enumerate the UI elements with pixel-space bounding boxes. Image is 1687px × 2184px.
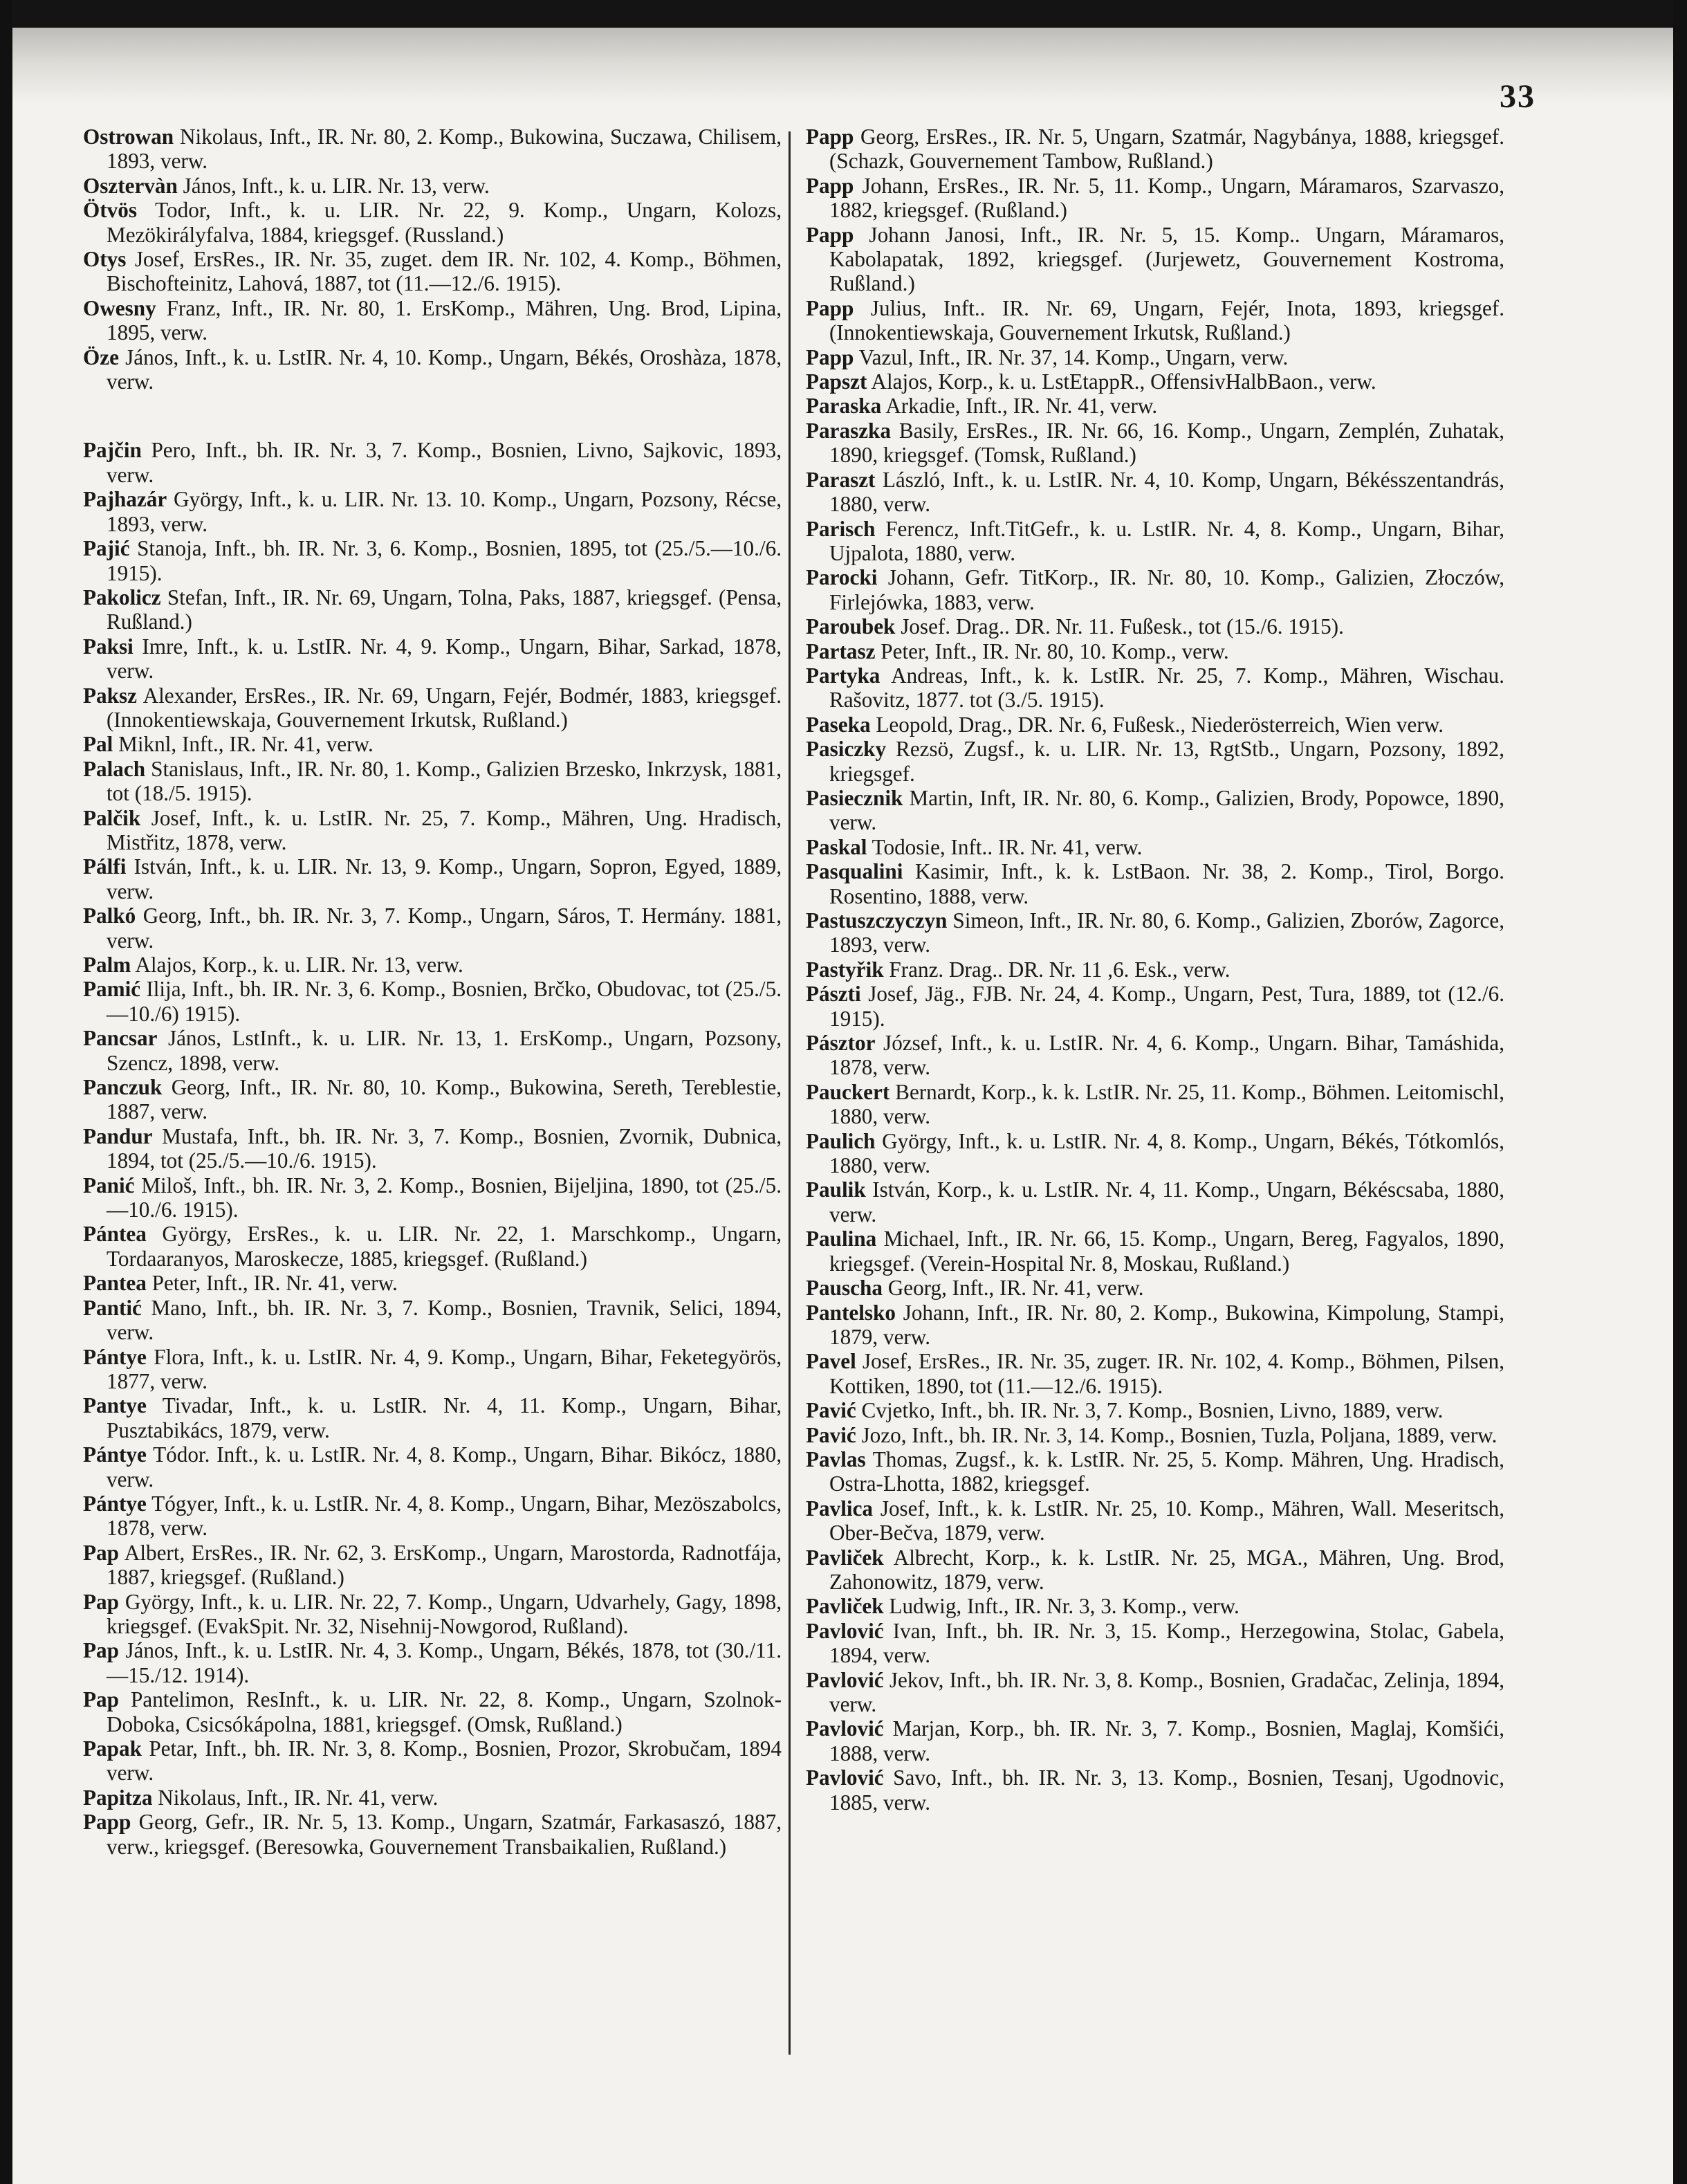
casualty-entry: [83, 1810, 782, 1859]
entry-surname: Otys: [83, 247, 127, 272]
casualty-entry: [83, 757, 782, 806]
entry-details: Alajos, Korp., k. u. LIR. Nr. 13, verw.: [131, 953, 463, 977]
entry-details: Pantelimon, ResInft., k. u. LIR. Nr. 22, 8. Komp., Ungarn, Szolnok-Doboka, Csicsókápolna, 1881, kriegsgef. (Omsk, Rußland.): [107, 1687, 782, 1736]
casualty-entry: [806, 394, 1504, 418]
entry-surname: Pasqualini: [806, 859, 903, 884]
entry-details: Jozo, Inft., bh. IR. Nr. 3, 14. Komp., Bosnien, Tuzla, Poljana, 1889, verw.: [856, 1422, 1497, 1447]
entry-surname: Pajčin: [83, 438, 142, 463]
casualty-entry: [83, 1442, 782, 1492]
casualty-entry: [806, 1301, 1504, 1350]
entry-surname: Papp: [806, 345, 854, 369]
entry-surname: Pal: [83, 732, 113, 757]
casualty-entry: [806, 419, 1504, 468]
casualty-entry: [83, 585, 782, 634]
entry-surname: Pasiczky: [806, 737, 887, 762]
entry-surname: Paulina: [806, 1227, 877, 1251]
entry-surname: Pántye: [83, 1442, 147, 1467]
entry-surname: Pap: [83, 1589, 119, 1614]
casualty-entry: [83, 1222, 782, 1271]
entry-details: Nikolaus, Inft., IR. Nr. 80, 2. Komp., Bukowina, Suczawa, Chilisem, 1893, verw.: [107, 125, 782, 174]
entry-details: János, LstInft., k. u. LIR. Nr. 13, 1. ErsKomp., Ungarn, Pozsony, Szencz, 1898, verw.: [107, 1026, 782, 1075]
casualty-entry: [83, 198, 782, 247]
entry-surname: Pap: [83, 1540, 119, 1565]
casualty-entry: [806, 1594, 1504, 1618]
entry-surname: Paraszt: [806, 467, 876, 492]
entry-details: Cvjetko, Inft., bh. IR. Nr. 3, 7. Komp., Bosnien, Livno, 1889, verw.: [856, 1398, 1444, 1423]
entry-surname: Paksz: [83, 683, 137, 708]
entry-details: Johann, Gefr. TitKorp., IR. Nr. 80, 10. Komp., Galizien, Złoczów, Firlejówka, 1883, verw.: [829, 565, 1504, 614]
page-number: 33: [1500, 78, 1536, 115]
entry-details: Thomas, Zugsf., k. k. LstIR. Nr. 25, 5. Komp. Mähren, Ung. Hradisch, Ostra-Lhotta, 1882, kriegsgef.: [829, 1447, 1504, 1496]
casualty-entry: [83, 1541, 782, 1590]
entry-surname: Pantye: [83, 1393, 147, 1418]
entry-details: Johann Janosi, Inft., IR. Nr. 5, 15. Komp.. Ungarn, Máramaros, Kabolapatak, 1892, kriegsgef. (Jurjewetz, Gouvernement Kostroma, Rußland.): [829, 222, 1504, 296]
entry-details: Johann, Inft., IR. Nr. 80, 2. Komp., Bukowina, Kimpolung, Stampi, 1879, verw.: [829, 1300, 1504, 1349]
entry-surname: Pastyřik: [806, 957, 884, 982]
entry-surname: Pásztor: [806, 1031, 876, 1056]
entry-details: György, Inft., k. u. LstIR. Nr. 4, 8. Komp., Ungarn, Békés, Tótkomlós, 1880, verw.: [829, 1128, 1504, 1178]
entry-details: Ludwig, Inft., IR. Nr. 3, 3. Komp., verw.: [883, 1594, 1239, 1619]
entry-surname: Paseka: [806, 712, 871, 737]
scan-header-shadow: [12, 28, 1673, 104]
left-column: [83, 125, 782, 1859]
casualty-entry: [806, 1031, 1504, 1080]
casualty-entry: [806, 565, 1504, 614]
entry-details: Kasimir, Inft., k. k. LstBaon. Nr. 38, 2. Komp., Tirol, Borgo. Rosentino, 1888, verw.: [829, 859, 1504, 908]
entry-details: György, Inft., k. u. LIR. Nr. 13. 10. Komp., Ungarn, Pozsony, Récse, 1893, verw.: [107, 487, 782, 536]
casualty-entry: [83, 296, 782, 345]
casualty-entry: [83, 806, 782, 855]
entry-surname: Paraska: [806, 394, 882, 419]
entry-details: Tivadar, Inft., k. u. LstIR. Nr. 4, 11. Komp., Ungarn, Bihar, Pusztabikács, 1879, verw.: [107, 1393, 782, 1442]
entry-surname: Pakolicz: [83, 585, 161, 609]
casualty-entry: [806, 859, 1504, 908]
entry-details: Georg, Inft., IR. Nr. 80, 10. Komp., Bukowina, Sereth, Tereblestie, 1887, verw.: [107, 1075, 782, 1124]
entry-surname: Parisch: [806, 516, 876, 541]
casualty-entry: [806, 1545, 1504, 1595]
entry-surname: Pauscha: [806, 1276, 883, 1301]
entry-details: Martin, Inft, IR. Nr. 80, 6. Komp., Galizien, Brody, Popowce, 1890, verw.: [829, 785, 1504, 835]
entry-surname: Papp: [806, 173, 854, 198]
entry-surname: Pantić: [83, 1295, 142, 1320]
entry-details: Leopold, Drag., DR. Nr. 6, Fußesk., Niederösterreich, Wien verw.: [870, 712, 1444, 737]
entry-surname: Pavlović: [806, 1618, 884, 1643]
entry-surname: Pavlica: [806, 1496, 874, 1521]
entry-surname: Pandur: [83, 1123, 153, 1148]
entry-details: Jekov, Inft., bh. IR. Nr. 3, 8. Komp., Bosnien, Gradačac, Zelinja, 1894, verw.: [829, 1667, 1504, 1716]
entry-details: Michael, Inft., IR. Nr. 66, 15. Komp., Ungarn, Bereg, Fagyalos, 1890, kriegsgef. (Verein-Hospital Nr. 8, Moskau, Rußland.): [829, 1227, 1504, 1276]
entry-surname: Palm: [83, 953, 131, 977]
entry-surname: Panczuk: [83, 1075, 163, 1100]
casualty-entry: [806, 982, 1504, 1031]
entry-details: Savo, Inft., bh. IR. Nr. 3, 13. Komp., Bosnien, Tesanj, Ugodnovic, 1885, verw.: [829, 1765, 1504, 1815]
entry-details: Josef, Jäg., FJB. Nr. 24, 4. Komp., Ungarn, Pest, Tura, 1889, tot (12./6. 1915).: [829, 982, 1504, 1031]
entry-details: Andreas, Inft., k. k. LstIR. Nr. 25, 7. Komp., Mähren, Wischau. Rašovitz, 1877. tot (3./5. 1915).: [829, 663, 1504, 713]
entry-surname: Pap: [83, 1638, 119, 1663]
entry-details: Julius, Inft.. IR. Nr. 69, Ungarn, Fejér, Inota, 1893, kriegsgef. (Innokentiewskaja, Gouvernement Irkutsk, Rußland.): [829, 295, 1504, 345]
entry-surname: Pantea: [83, 1271, 147, 1296]
entry-details: Vazul, Inft., IR. Nr. 37, 14. Komp., Ungarn, verw.: [854, 345, 1289, 369]
entry-surname: Papp: [806, 295, 854, 320]
casualty-entry: [83, 1638, 782, 1687]
entry-details: Josef. Drag.. DR. Nr. 11. Fußesk., tot (15./6. 1915).: [895, 614, 1344, 639]
entry-surname: Pavlović: [806, 1765, 884, 1790]
casualty-entry: [806, 296, 1504, 345]
casualty-entry: [806, 125, 1504, 174]
entry-details: Tógyer, Inft., k. u. LstIR. Nr. 4, 8. Komp., Ungarn, Bihar, Mezöszabolcs, 1878, verw.: [107, 1491, 782, 1541]
casualty-entry: [83, 683, 782, 733]
entry-details: Peter, Inft., IR. Nr. 41, verw.: [146, 1271, 398, 1296]
casualty-entry: [806, 713, 1504, 737]
casualty-entry: [806, 908, 1504, 957]
entry-details: István, Inft., k. u. LIR. Nr. 13, 9. Komp., Ungarn, Sopron, Egyed, 1889, verw.: [107, 854, 782, 903]
entry-details: Peter, Inft., IR. Nr. 80, 10. Komp., verw.: [875, 639, 1229, 663]
entry-surname: Osztervàn: [83, 173, 178, 198]
casualty-entry: [83, 854, 782, 903]
casualty-entry: [83, 634, 782, 683]
entry-details: Alajos, Korp., k. u. LstEtappR., OffensivHalbBaon., verw.: [867, 369, 1376, 394]
casualty-entry: [806, 1276, 1504, 1300]
entry-details: Ilija, Inft., bh. IR. Nr. 3, 6. Komp., Bosnien, Brčko, Obudovac, tot (25./5.—10./6) 1915).: [107, 977, 782, 1026]
entry-details: György, Inft., k. u. LIR. Nr. 22, 7. Komp., Ungarn, Udvarhely, Gagy, 1898, kriegsgef. (EvakSpit. Nr. 32, Nisehnij-Nowgorod, Rußland).: [107, 1589, 782, 1638]
entry-surname: Papp: [806, 222, 854, 247]
casualty-entry: [83, 345, 782, 394]
entry-surname: Paulich: [806, 1128, 876, 1153]
casualty-entry: [806, 369, 1504, 394]
entry-details: Marjan, Korp., bh. IR. Nr. 3, 7. Komp., Bosnien, Maglaj, Komšići, 1888, verw.: [829, 1716, 1504, 1765]
entry-surname: Paroubek: [806, 614, 896, 639]
casualty-entry: [806, 468, 1504, 517]
entry-surname: Pajhazár: [83, 487, 167, 512]
casualty-entry: [806, 1668, 1504, 1717]
entry-surname: Pamić: [83, 977, 141, 1002]
casualty-entry: [83, 1296, 782, 1345]
entry-surname: Paraszka: [806, 418, 891, 443]
entry-surname: Ötvös: [83, 198, 137, 223]
entry-details: Simeon, Inft., IR. Nr. 80, 6. Komp., Galizien, Zborów, Zagorce, 1893, verw.: [829, 908, 1504, 957]
entry-details: Stanislaus, Inft., IR. Nr. 80, 1. Komp., Galizien Brzesko, Inkrzysk, 1881, tot (18./5. 1915).: [107, 756, 782, 806]
casualty-entry: [806, 1398, 1504, 1422]
entry-details: Petar, Inft., bh. IR. Nr. 3, 8. Komp., Bosnien, Prozor, Skrobučam, 1894 verw.: [107, 1736, 782, 1786]
casualty-entry: [806, 835, 1504, 859]
casualty-entry: [806, 1227, 1504, 1276]
entry-surname: Palčik: [83, 805, 141, 830]
casualty-entry: [83, 1075, 782, 1124]
entry-details: János, Inft., k. u. LstIR. Nr. 4, 3. Komp., Ungarn, Békés, 1878, tot (30./11.—15./12. 1914).: [107, 1638, 782, 1687]
entry-surname: Pálfi: [83, 854, 127, 879]
entry-surname: Pavel: [806, 1349, 856, 1374]
casualty-entry: [83, 1393, 782, 1442]
entry-surname: Pavlović: [806, 1716, 884, 1741]
entry-surname: Panić: [83, 1173, 135, 1197]
casualty-entry: [806, 174, 1504, 223]
entry-surname: Papszt: [806, 369, 867, 394]
entry-surname: Partasz: [806, 639, 876, 663]
casualty-entry: [83, 247, 782, 296]
right-column: [806, 125, 1504, 1815]
entry-surname: Pastuszczyczyn: [806, 908, 948, 933]
entry-details: Bernardt, Korp., k. k. LstIR. Nr. 25, 11. Komp., Böhmen. Leitomischl, 1880, verw.: [829, 1079, 1504, 1129]
casualty-entry: [806, 1716, 1504, 1765]
casualty-entry: [83, 536, 782, 585]
casualty-entry: [83, 1590, 782, 1639]
casualty-entry: [83, 1345, 782, 1394]
entry-details: Flora, Inft., k. u. LstIR. Nr. 4, 9. Komp., Ungarn, Bihar, Feketegyörös, 1877, verw.: [107, 1344, 782, 1393]
entry-details: Albrecht, Korp., k. k. LstIR. Nr. 25, MGA., Mähren, Ung. Brod, Zahonowitz, 1879, verw.: [829, 1545, 1504, 1594]
casualty-entry: [806, 1080, 1504, 1129]
entry-details: Tódor. Inft., k. u. LstIR. Nr. 4, 8. Komp., Ungarn, Bihar. Bikócz, 1880, verw.: [107, 1442, 782, 1492]
entry-details: István, Korp., k. u. LstIR. Nr. 4, 11. Komp., Ungarn, Békéscsaba, 1880, verw.: [829, 1177, 1504, 1227]
casualty-entry: [806, 1447, 1504, 1496]
entry-surname: Pavić: [806, 1422, 856, 1447]
casualty-entry: [806, 1423, 1504, 1447]
entry-surname: Pántye: [83, 1344, 147, 1369]
casualty-entry: [806, 1619, 1504, 1668]
entry-details: Johann, ErsRes., IR. Nr. 5, 11. Komp., Ungarn, Máramaros, Szarvaszo, 1882, kriegsgef. (Rußland.): [829, 173, 1504, 223]
column-divider: [789, 131, 791, 2055]
entry-details: György, ErsRes., k. u. LIR. Nr. 22, 1. Marschkomp., Ungarn, Tordaaranyos, Maroskecze, 1885, kriegsgef. (Rußland.): [107, 1222, 782, 1271]
casualty-entry: [806, 786, 1504, 835]
casualty-entry: [806, 957, 1504, 982]
casualty-entry: [83, 1271, 782, 1295]
casualty-entry: [806, 1177, 1504, 1227]
entry-details: Josef, Inft., k. u. LstIR. Nr. 25, 7. Komp., Mähren, Ung. Hradisch, Mistřitz, 1878, verw.: [107, 805, 782, 854]
entry-details: Mustafa, Inft., bh. IR. Nr. 3, 7. Komp., Bosnien, Zvornik, Dubnica, 1894, tot (25./5.—10./6. 1915).: [107, 1123, 782, 1173]
entry-details: Stanoja, Inft., bh. IR. Nr. 3, 6. Komp., Bosnien, 1895, tot (25./5.—10./6. 1915).: [107, 536, 782, 585]
casualty-entry: [806, 517, 1504, 566]
entry-details: Todosie, Inft.. IR. Nr. 41, verw.: [867, 834, 1143, 859]
entry-details: Franz. Drag.. DR. Nr. 11 ,6. Esk., verw.: [883, 957, 1230, 982]
entry-details: Georg, Gefr., IR. Nr. 5, 13. Komp., Ungarn, Szatmár, Farkasaszó, 1887, verw., kriegsgef. (Beresowka, Gouvernement Transbaikalien, Rußland.): [107, 1810, 782, 1859]
entry-details: Imre, Inft., k. u. LstIR. Nr. 4, 9. Komp., Ungarn, Bihar, Sarkad, 1878, verw.: [107, 634, 782, 683]
entry-details: Rezsö, Zugsf., k. u. LIR. Nr. 13, RgtStb., Ungarn, Pozsony, 1892, kriegsgef.: [829, 737, 1504, 786]
scan-right-edge: [1673, 0, 1687, 2184]
casualty-entry: [806, 639, 1504, 663]
scan-top-edge: [0, 0, 1687, 28]
entry-surname: Pasiecznik: [806, 785, 903, 810]
casualty-entry: [83, 438, 782, 487]
entry-surname: Paskal: [806, 834, 867, 859]
entry-surname: Pavliček: [806, 1545, 884, 1570]
entry-surname: Öze: [83, 345, 119, 369]
casualty-entry: [83, 174, 782, 198]
casualty-entry: [83, 953, 782, 977]
entry-surname: Pántye: [83, 1491, 147, 1516]
entry-surname: Paksi: [83, 634, 133, 659]
entry-details: Alexander, ErsRes., IR. Nr. 69, Ungarn, Fejér, Bodmér, 1883, kriegsgef. (Innokentiewskaja, Gouvernement Irkutsk, Rußland.): [107, 683, 782, 732]
entry-surname: Papak: [83, 1736, 142, 1761]
casualty-entry: [806, 1349, 1504, 1398]
casualty-entry: [83, 977, 782, 1026]
entry-details: Nikolaus, Inft., IR. Nr. 41, verw.: [152, 1785, 439, 1810]
casualty-entry: [806, 614, 1504, 639]
entry-surname: Pántea: [83, 1222, 147, 1247]
scan-left-edge: [0, 0, 12, 2184]
entry-details: Basily, ErsRes., IR. Nr. 66, 16. Komp., Ungarn, Zemplén, Zuhatak, 1890, kriegsgef. (Tomsk, Rußland.): [829, 418, 1504, 468]
casualty-entry: [83, 1173, 782, 1222]
casualty-entry: [83, 1492, 782, 1541]
entry-details: Miknl, Inft., IR. Nr. 41, verw.: [113, 732, 374, 757]
casualty-entry: [83, 903, 782, 953]
casualty-entry: [806, 223, 1504, 296]
entry-details: Georg, ErsRes., IR. Nr. 5, Ungarn, Szatmár, Nagybánya, 1888, kriegsgef. (Schazk, Gouvernement Tambow, Rußland.): [829, 125, 1504, 174]
entry-details: Josef, ErsRes., IR. Nr. 35, zugeт. IR. Nr. 102, 4. Komp., Böhmen, Pilsen, Kottiken, 1890, tot (11.—12./6. 1915).: [829, 1349, 1504, 1398]
entry-details: Arkadie, Inft., IR. Nr. 41, verw.: [881, 394, 1158, 419]
entry-surname: Paulik: [806, 1177, 866, 1202]
entry-surname: Palkó: [83, 903, 136, 928]
entry-details: Mano, Inft., bh. IR. Nr. 3, 7. Komp., Bosnien, Travnik, Selici, 1894, verw.: [107, 1295, 782, 1345]
casualty-entry: [83, 1687, 782, 1736]
entry-details: Ivan, Inft., bh. IR. Nr. 3, 15. Komp., Herzegowina, Stolac, Gabela, 1894, verw.: [829, 1618, 1504, 1668]
entry-details: Ferencz, Inft.TitGefr., k. u. LstIR. Nr. 4, 8. Komp., Ungarn, Bihar, Ujpalota, 1880, verw.: [829, 516, 1504, 565]
entry-surname: Pantelsko: [806, 1300, 896, 1325]
entry-surname: Parocki: [806, 565, 878, 590]
entry-surname: Papp: [83, 1810, 131, 1835]
casualty-entry: [806, 1496, 1504, 1545]
entry-details: Stefan, Inft., IR. Nr. 69, Ungarn, Tolna, Paks, 1887, kriegsgef. (Pensa, Rußland.): [107, 585, 782, 634]
entry-surname: Pancsar: [83, 1026, 158, 1051]
entry-details: János, Inft., k. u. LstIR. Nr. 4, 10. Komp., Ungarn, Békés, Oroshàza, 1878, verw.: [107, 345, 782, 394]
entry-surname: Papitza: [83, 1785, 153, 1810]
entry-surname: Pauckert: [806, 1079, 890, 1104]
entry-surname: Partyka: [806, 663, 881, 688]
casualty-entry: [83, 1786, 782, 1810]
entry-details: Georg, Inft., bh. IR. Nr. 3, 7. Komp., Ungarn, Sáros, T. Hermány. 1881, verw.: [107, 903, 782, 953]
entry-details: Albert, ErsRes., IR. Nr. 62, 3. ErsKomp., Ungarn, Marostorda, Radnotfája, 1887, kriegsgef. (Rußland.): [107, 1540, 782, 1590]
entry-details: Todor, Inft., k. u. LIR. Nr. 22, 9. Komp., Ungarn, Kolozs, Mezökirályfalva, 1884, kriegsgef. (Russland.): [107, 198, 782, 247]
entry-details: Miloš, Inft., bh. IR. Nr. 3, 2. Komp., Bosnien, Bijeljina, 1890, tot (25./5.—10./6. 1915).: [107, 1173, 782, 1222]
entry-surname: Pavliček: [806, 1594, 884, 1619]
casualty-entry: [806, 1765, 1504, 1815]
entry-surname: Ostrowan: [83, 125, 174, 149]
casualty-entry: [83, 487, 782, 536]
entry-details: László, Inft., k. u. LstIR. Nr. 4, 10. Komp, Ungarn, Békésszentandrás, 1880, verw.: [829, 467, 1504, 517]
entry-details: József, Inft., k. u. LstIR. Nr. 4, 6. Komp., Ungarn. Bihar, Tamáshida, 1878, verw.: [829, 1031, 1504, 1080]
entry-details: János, Inft., k. u. LIR. Nr. 13, verw.: [177, 173, 490, 198]
entry-details: Franz, Inft., IR. Nr. 80, 1. ErsKomp., Mähren, Ung. Brod, Lipina, 1895, verw.: [107, 295, 782, 345]
casualty-entry: [83, 1124, 782, 1173]
entry-surname: Palach: [83, 756, 146, 781]
entry-details: Josef, ErsRes., IR. Nr. 35, zugеt. dem IR. Nr. 102, 4. Komp., Böhmen, Bischofteinitz, Lahová, 1887, tot (11.—12./6. 1915).: [107, 247, 782, 296]
casualty-entry: [83, 732, 782, 756]
entry-surname: Pavić: [806, 1398, 856, 1423]
entry-surname: Pavlas: [806, 1447, 866, 1471]
entry-surname: Pászti: [806, 982, 861, 1007]
entry-surname: Pavlović: [806, 1667, 884, 1692]
entry-details: Josef, Inft., k. k. LstIR. Nr. 25, 10. Komp., Mähren, Wall. Meseritsch, Ober-Bečva, 1879, verw.: [829, 1496, 1504, 1545]
entry-details: Pero, Inft., bh. IR. Nr. 3, 7. Komp., Bosnien, Livno, Sajkovic, 1893, verw.: [107, 438, 782, 487]
entry-surname: Pap: [83, 1687, 119, 1712]
casualty-entry: [806, 663, 1504, 713]
casualty-entry: [806, 737, 1504, 786]
casualty-entry: [83, 125, 782, 174]
entry-surname: Papp: [806, 125, 854, 149]
casualty-entry: [806, 345, 1504, 369]
casualty-entry: [83, 1736, 782, 1786]
entry-surname: Pajić: [83, 536, 130, 561]
casualty-entry: [806, 1129, 1504, 1178]
entry-surname: Owesny: [83, 295, 156, 320]
casualty-entry: [83, 1026, 782, 1075]
entry-details: Georg, Inft., IR. Nr. 41, verw.: [882, 1276, 1144, 1301]
